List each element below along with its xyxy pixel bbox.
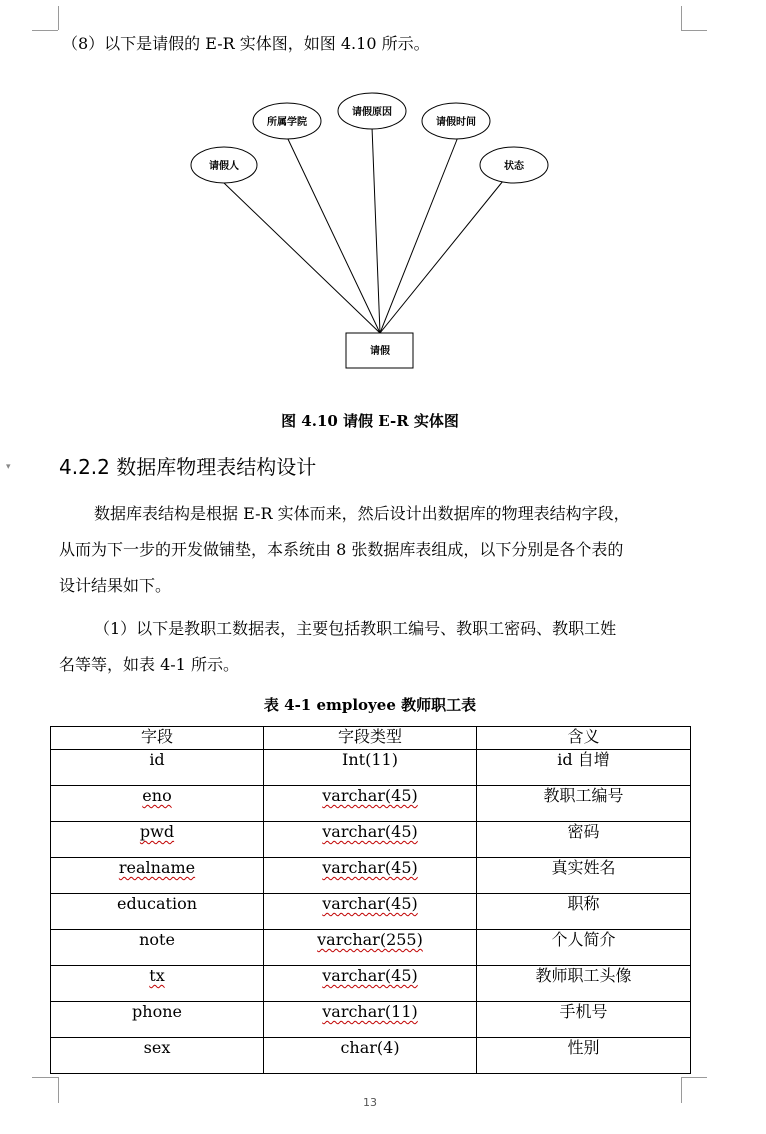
crop-mark-top-right	[681, 6, 682, 30]
field-type: varchar(45)	[322, 786, 418, 805]
field-name: note	[139, 930, 175, 949]
body-line-3: 设计结果如下。	[59, 576, 172, 595]
field-type: varchar(45)	[322, 894, 418, 913]
table-row	[51, 1038, 691, 1074]
crop-mark-bottom-left-h	[32, 1077, 58, 1078]
type-cell	[264, 786, 477, 822]
field-cell	[51, 894, 264, 930]
type-cell	[264, 1002, 477, 1038]
crop-mark-bottom-right-h	[681, 1077, 707, 1078]
crop-mark-top-left	[58, 6, 59, 30]
er-attribute-label-1: 请假人	[209, 161, 239, 172]
table-row	[51, 822, 691, 858]
type-cell	[264, 822, 477, 858]
meaning-cell	[477, 1038, 691, 1074]
field-meaning: 密码	[567, 822, 600, 841]
field-meaning: 教师职工头像	[535, 966, 632, 985]
body-line-2: 从而为下一步的开发做铺垫，本系统由 8 张数据库表组成，以下分别是各个表的	[59, 540, 624, 559]
field-cell	[51, 858, 264, 894]
table-row	[51, 858, 691, 894]
intro-line: （8）以下是请假的 E-R 实体图，如图 4.10 所示。	[62, 34, 430, 53]
field-type: char(4)	[340, 1038, 400, 1057]
field-cell	[51, 822, 264, 858]
header-field: 字段	[51, 727, 264, 750]
table-row	[51, 786, 691, 822]
table-header-row	[51, 727, 691, 750]
field-cell	[51, 1038, 264, 1074]
field-meaning: 个人简介	[551, 930, 616, 949]
er-link-5	[380, 181, 503, 333]
table-row	[51, 930, 691, 966]
field-name: pwd	[139, 822, 175, 841]
crop-mark-top-left-h	[32, 30, 58, 31]
table-row	[51, 966, 691, 1002]
field-type: varchar(45)	[322, 822, 418, 841]
field-cell	[51, 750, 264, 786]
field-cell	[51, 930, 264, 966]
section-heading: 4.2.2 数据库物理表结构设计	[59, 455, 317, 479]
table-intro-line-1: （1）以下是教职工数据表，主要包括教职工编号、教职工密码、教职工姓	[94, 619, 617, 638]
meaning-cell	[477, 894, 691, 930]
type-cell	[264, 966, 477, 1002]
type-cell	[264, 894, 477, 930]
er-link-1	[224, 183, 380, 333]
header-meaning: 含义	[477, 727, 691, 750]
meaning-cell	[477, 750, 691, 786]
page-number: 13	[363, 1096, 377, 1109]
field-cell	[51, 1002, 264, 1038]
field-meaning: 职称	[567, 894, 600, 913]
header-type: 字段类型	[264, 727, 477, 750]
field-name: phone	[132, 1002, 182, 1021]
type-cell	[264, 858, 477, 894]
er-attribute-label-3: 请假原因	[352, 107, 392, 118]
field-meaning: 真实姓名	[551, 858, 616, 877]
field-name: education	[117, 894, 197, 913]
field-meaning: 性别	[567, 1038, 600, 1057]
field-meaning: 手机号	[559, 1002, 608, 1021]
er-diagram	[0, 90, 766, 390]
figure-caption: 图 4.10 请假 E-R 实体图	[281, 412, 459, 430]
type-cell	[264, 1038, 477, 1074]
er-entity-label: 请假	[370, 346, 390, 357]
meaning-cell	[477, 966, 691, 1002]
er-link-4	[380, 137, 458, 333]
field-name: sex	[143, 1038, 171, 1057]
er-link-2	[287, 137, 380, 333]
field-name: eno	[142, 786, 172, 805]
collapse-marker-icon[interactable]: ▾	[6, 462, 11, 472]
field-type: varchar(255)	[317, 930, 423, 949]
field-cell	[51, 966, 264, 1002]
field-meaning: 教职工编号	[543, 786, 624, 805]
employee-table	[50, 726, 691, 1074]
type-cell	[264, 930, 477, 966]
er-attribute-label-2: 所属学院	[267, 117, 307, 128]
field-type: varchar(45)	[322, 858, 418, 877]
field-type: varchar(11)	[322, 1002, 418, 1021]
meaning-cell	[477, 822, 691, 858]
table-caption: 表 4-1 employee 教师职工表	[263, 696, 477, 714]
meaning-cell	[477, 1002, 691, 1038]
er-attribute-label-4: 请假时间	[436, 117, 476, 128]
er-attribute-label-5: 状态	[504, 161, 524, 172]
crop-mark-top-right-h	[681, 30, 707, 31]
body-line-1: 数据库表结构是根据 E-R 实体而来，然后设计出数据库的物理表结构字段，	[94, 504, 630, 523]
field-meaning: id 自增	[557, 750, 610, 769]
table-row	[51, 750, 691, 786]
meaning-cell	[477, 930, 691, 966]
er-link-3	[372, 127, 380, 333]
table-intro-line-2: 名等等，如表 4-1 所示。	[59, 655, 239, 674]
type-cell	[264, 750, 477, 786]
field-type: varchar(45)	[322, 966, 418, 985]
table-row	[51, 1002, 691, 1038]
field-cell	[51, 786, 264, 822]
field-name: tx	[149, 966, 165, 985]
meaning-cell	[477, 786, 691, 822]
field-type: Int(11)	[342, 750, 398, 769]
meaning-cell	[477, 858, 691, 894]
field-name: realname	[118, 858, 196, 877]
table-row	[51, 894, 691, 930]
field-name: id	[149, 750, 165, 769]
